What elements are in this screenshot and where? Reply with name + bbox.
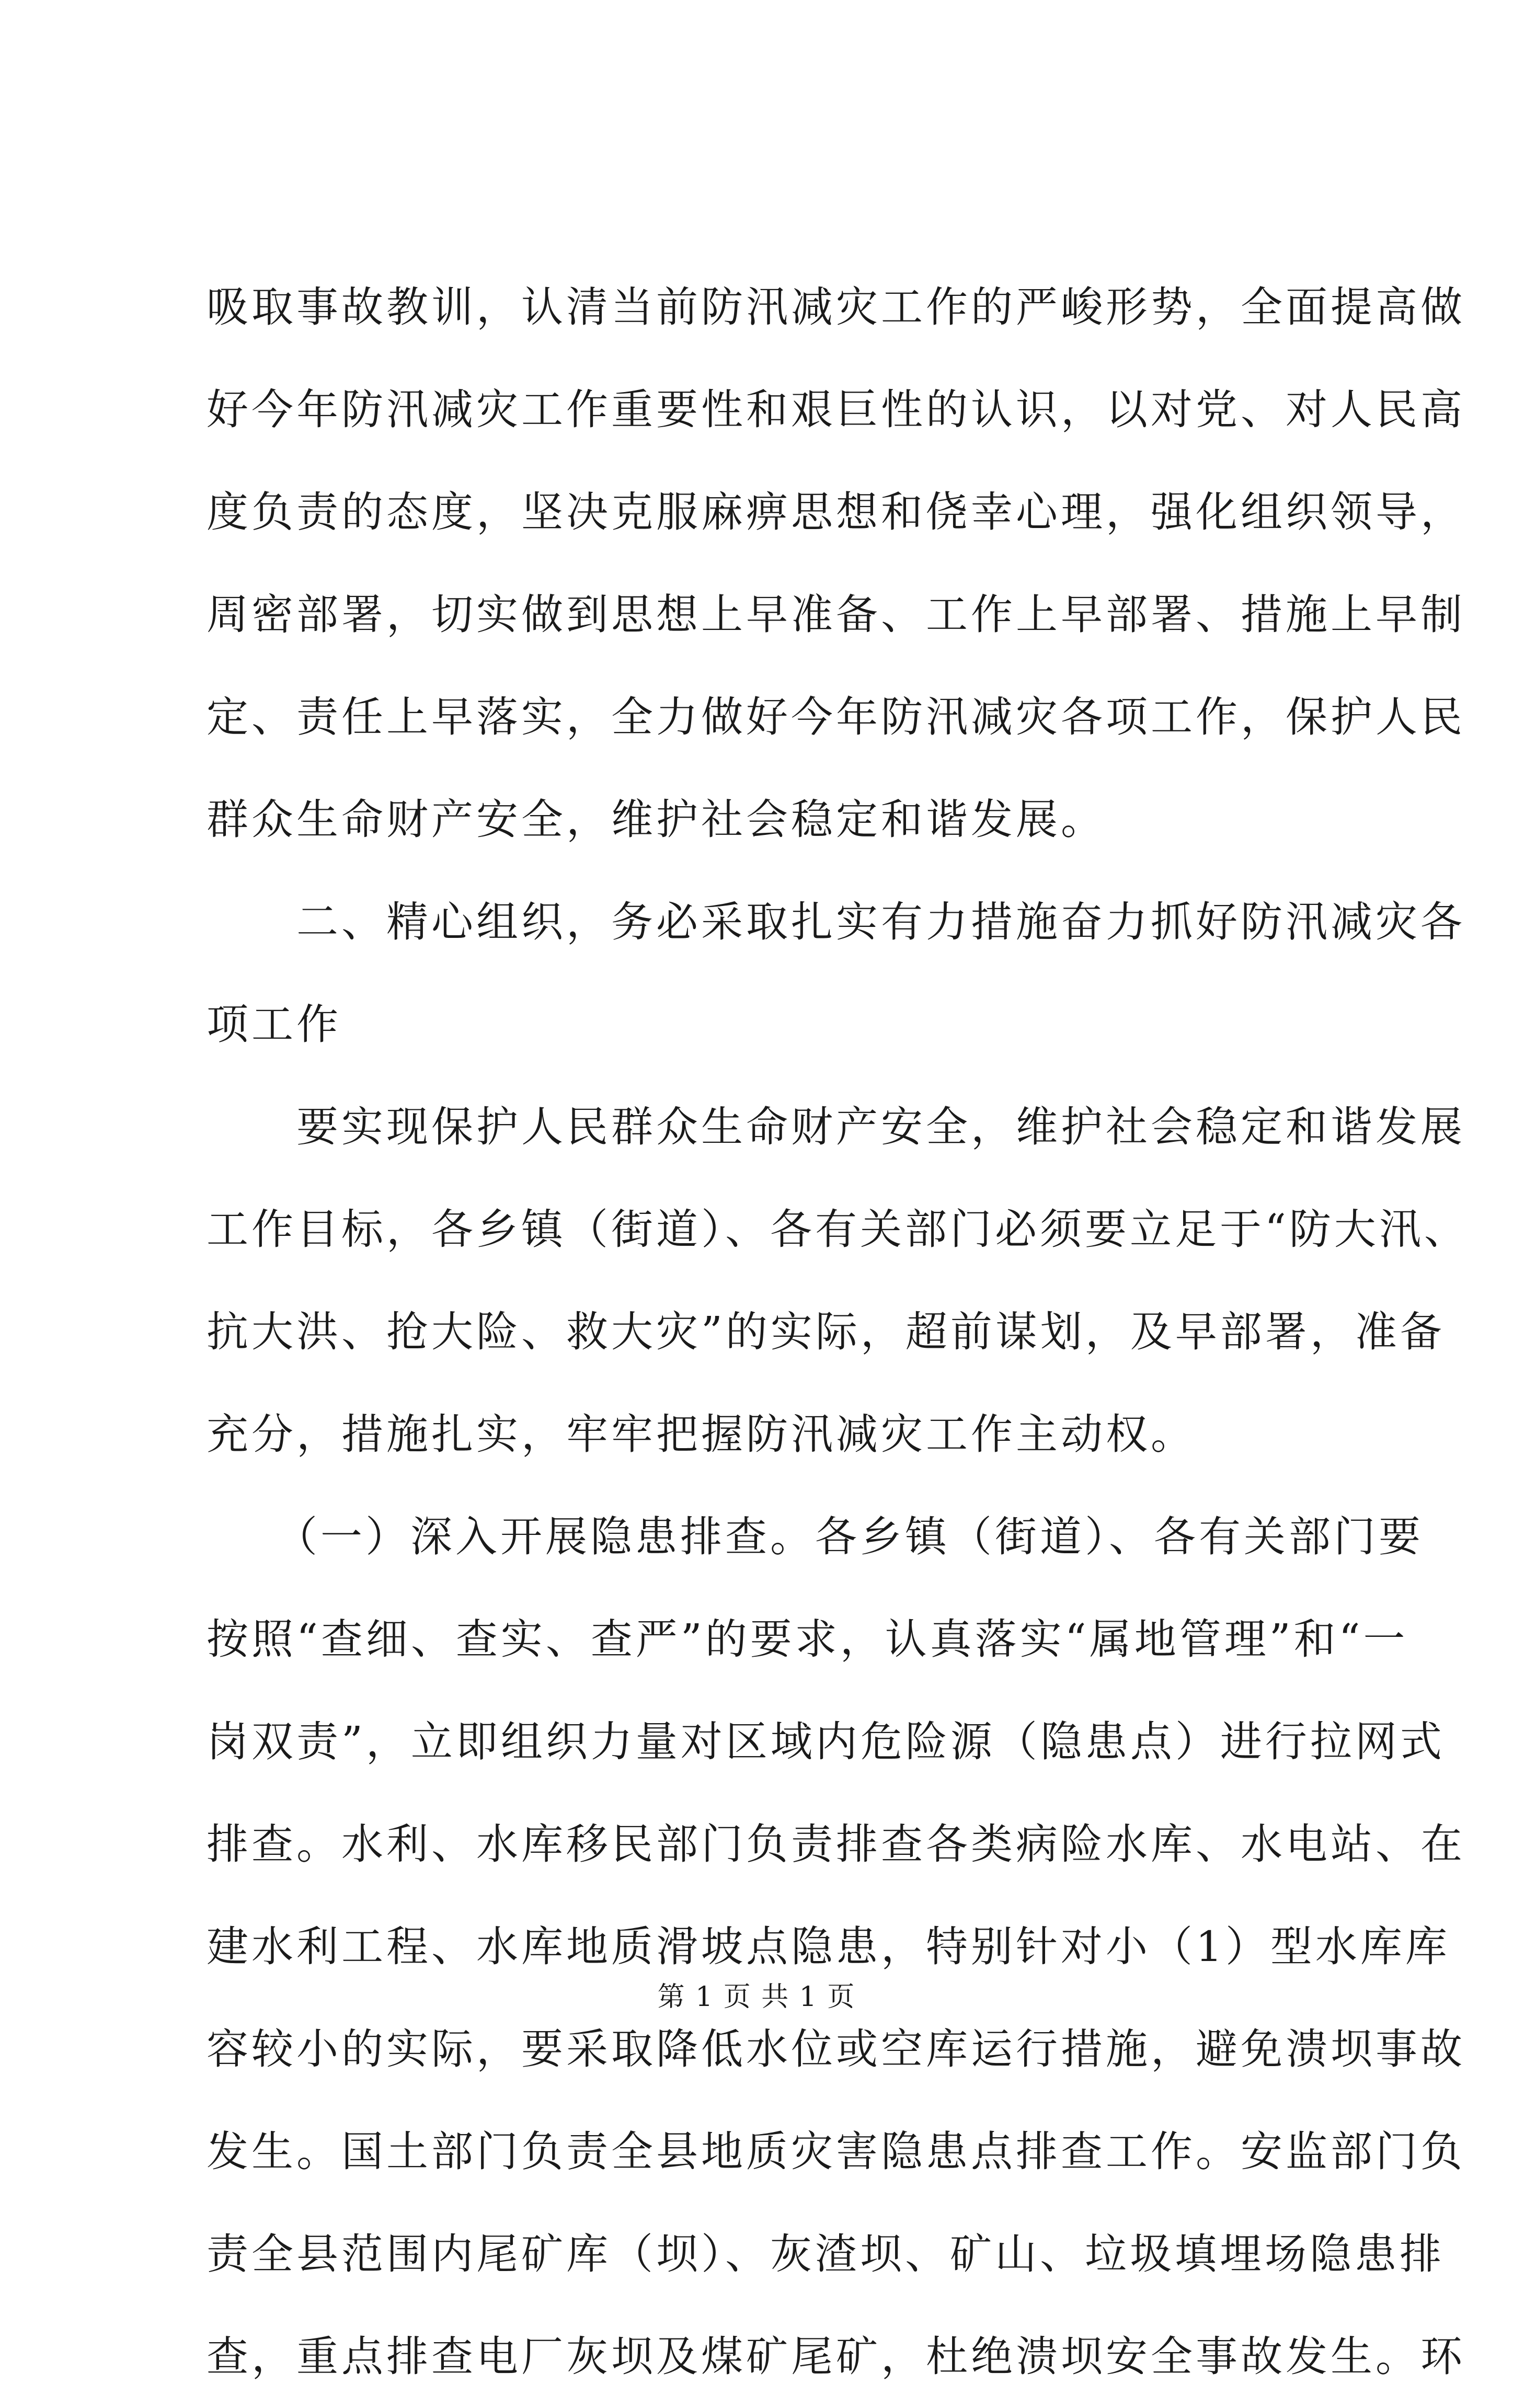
body-text bbox=[207, 256, 1469, 2408]
text-line: 群众生命财产安全，维护社会稳定和谐发展。 bbox=[207, 795, 1106, 844]
text-line: 抗大洪、抢大险、救大灾”的实际，超前谋划，及早部署，准备 bbox=[207, 1308, 1445, 1356]
text-line: 发生。国土部门负责全县地质灾害隐患点排查工作。安监部门负 bbox=[207, 2127, 1465, 2176]
text-line: 工作目标，各乡镇（街道）、各有关部门必须要立足于“防大汛、 bbox=[207, 1205, 1469, 1254]
section-heading-line: 二、精心组织，务必采取扎实有力措施奋力抓好防汛减灾各 bbox=[207, 898, 1465, 946]
text-line: 度负责的态度，坚决克服麻痹思想和侥幸心理，强化组织领导， bbox=[207, 488, 1465, 536]
section-heading-line: 项工作 bbox=[207, 1000, 341, 1049]
text-line: 排查。水利、水库移民部门负责排查各类病险水库、水电站、在 bbox=[207, 1820, 1465, 1868]
text-line: （一）深入开展隐患排查。各乡镇（街道）、各有关部门要 bbox=[207, 1512, 1424, 1561]
text-line: 查，重点排查电厂灰坝及煤矿尾矿，杜绝溃坝安全事故发生。环 bbox=[207, 2332, 1465, 2381]
text-line: 吸取事故教训，认清当前防汛减灾工作的严峻形势，全面提高做 bbox=[207, 283, 1465, 331]
text-line: 按照“查细、查实、查严”的要求，认真落实“属地管理”和“一 bbox=[207, 1615, 1408, 1664]
text-line: 容较小的实际，要采取降低水位或空库运行措施，避免溃坝事故 bbox=[207, 2025, 1465, 2073]
text-line: 充分，措施扎实，牢牢把握防汛减灾工作主动权。 bbox=[207, 1410, 1196, 1459]
text-line: 责全县范围内尾矿库（坝）、灰渣坝、矿山、垃圾填埋场隐患排 bbox=[207, 2230, 1445, 2278]
page-footer: 第 1 页 共 1 页 bbox=[657, 1981, 856, 2013]
text-line: 要实现保护人民群众生命财产安全，维护社会稳定和谐发展 bbox=[207, 1103, 1465, 1151]
text-line: 岗双责”，立即组织力量对区域内危险源（隐患点）进行拉网式 bbox=[207, 1717, 1445, 1766]
text-line: 好今年防汛减灾工作重要性和艰巨性的认识，以对党、对人民高 bbox=[207, 385, 1465, 434]
text-line: 建水利工程、水库地质滑坡点隐患，特别针对小（1）型水库库 bbox=[207, 1922, 1450, 1971]
text-line: 周密部署，切实做到思想上早准备、工作上早部署、措施上早制 bbox=[207, 590, 1465, 639]
text-line: 定、责任上早落实，全力做好今年防汛减灾各项工作，保护人民 bbox=[207, 693, 1465, 741]
